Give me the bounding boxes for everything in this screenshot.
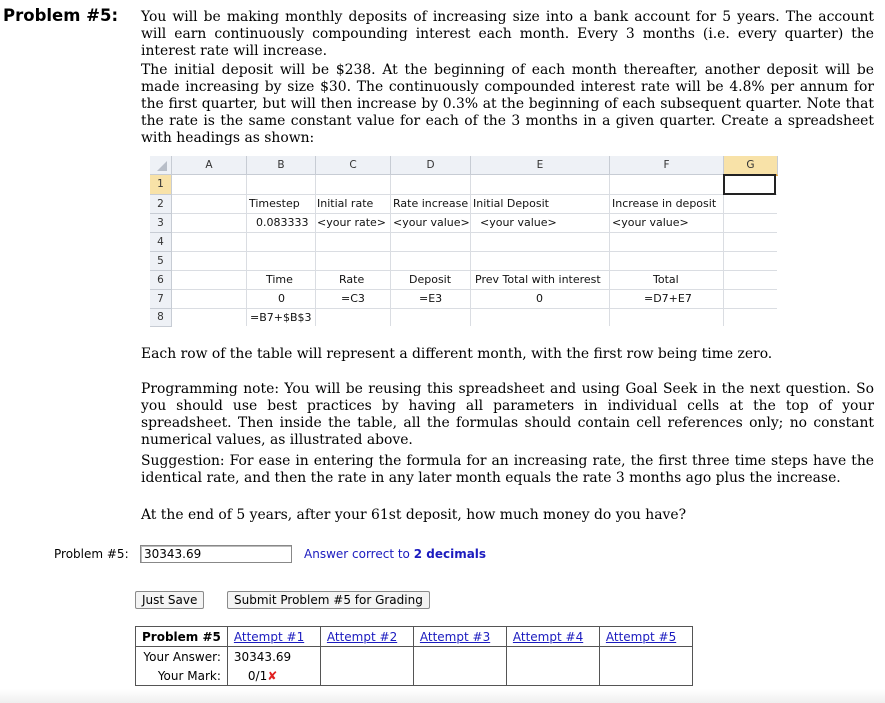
attempts-table bbox=[135, 626, 693, 686]
column-header-d: D bbox=[391, 156, 471, 175]
cell-f2: Increase in deposit bbox=[612, 197, 717, 210]
cell-b7: 0 bbox=[278, 292, 285, 305]
attempt-1-mark bbox=[227, 666, 320, 686]
column-header-a: A bbox=[172, 156, 247, 175]
column-header-c: C bbox=[316, 156, 391, 175]
row-header-3: 3 bbox=[150, 214, 172, 233]
cell-b3: 0.083333 bbox=[256, 216, 309, 229]
row-header-6: 6 bbox=[150, 271, 172, 290]
row-header-1: 1 bbox=[150, 175, 172, 195]
row-header-8: 8 bbox=[150, 309, 172, 327]
sheet-corner bbox=[150, 156, 172, 175]
column-header-e: E bbox=[471, 156, 610, 175]
parameters-paragraph: The initial deposit will be $238. At the beginning of each month thereafter, another deposit will be made increasing by size $30. The continuously compounded interest rate will be 4.8% per annum for the first quarter, but will then increase by 0.3% at the beginning of each subsequent quarter. Note that the rate is the same constant value for each of the 3 months in a given quarter. Create a spreadsheet with headings as shown: bbox=[141, 62, 874, 146]
feedback-text: Answer correct to bbox=[304, 547, 414, 561]
column-header-b: B bbox=[247, 156, 316, 175]
feedback-decimals: 2 decimals bbox=[413, 547, 487, 561]
cell-e7: 0 bbox=[536, 292, 543, 305]
just-save-button[interactable]: Just Save bbox=[135, 591, 204, 609]
incorrect-x-icon: ✘ bbox=[267, 668, 278, 683]
attempt-1-link[interactable] bbox=[227, 627, 320, 647]
answer-feedback bbox=[304, 547, 486, 561]
your-answer-label: Your Answer: bbox=[136, 647, 228, 667]
column-header-g: G bbox=[724, 156, 778, 176]
question-paragraph: At the end of 5 years, after your 61st deposit, how much money do you have? bbox=[141, 507, 687, 523]
cell-e6: Prev Total with interest bbox=[475, 273, 601, 286]
cell-f7: =D7+E7 bbox=[644, 292, 692, 305]
bottom-bar bbox=[0, 689, 885, 703]
cell-e3: <your value> bbox=[480, 216, 557, 229]
column-header-f: F bbox=[610, 156, 724, 175]
attempt-1-mark-value: 0/1 bbox=[247, 668, 268, 683]
answer-label: Problem #5: bbox=[54, 547, 129, 561]
cell-f3: <your value> bbox=[612, 216, 689, 229]
cell-c6: Rate bbox=[339, 273, 365, 286]
row-explanation-paragraph: Each row of the table will represent a different month, with the first row being time zero. bbox=[141, 346, 773, 362]
row-header-5: 5 bbox=[150, 252, 172, 271]
cell-d7: =E3 bbox=[419, 292, 443, 305]
cell-e2: Initial Deposit bbox=[473, 197, 549, 210]
spreadsheet-image bbox=[150, 156, 777, 326]
attempt-1-label[interactable]: Attempt #1 bbox=[233, 629, 305, 644]
attempt-1-answer: 30343.69 bbox=[227, 647, 320, 667]
cell-c2: Initial rate bbox=[317, 197, 374, 210]
attempt-2-label[interactable]: Attempt #2 bbox=[326, 629, 398, 644]
row-header-2: 2 bbox=[150, 195, 172, 214]
cell-b2: Timestep bbox=[249, 197, 300, 210]
attempt-2-link[interactable] bbox=[320, 627, 413, 647]
cell-c3: <your rate> bbox=[317, 216, 387, 229]
row-header-7: 7 bbox=[150, 290, 172, 309]
attempts-header: Problem #5 bbox=[136, 627, 228, 647]
submit-grading-button[interactable]: Submit Problem #5 for Grading bbox=[227, 591, 430, 609]
attempt-3-label[interactable]: Attempt #3 bbox=[419, 629, 491, 644]
cell-d2: Rate increase bbox=[393, 197, 469, 210]
selected-cell-g1 bbox=[723, 174, 776, 195]
answer-input[interactable] bbox=[140, 545, 292, 563]
row-header-4: 4 bbox=[150, 233, 172, 252]
cell-f6: Total bbox=[653, 273, 679, 286]
attempt-5-label[interactable]: Attempt #5 bbox=[605, 629, 677, 644]
cell-d3: <your value> bbox=[393, 216, 470, 229]
suggestion-paragraph: Suggestion: For ease in entering the formula for an increasing rate, the first three time steps have the identical rate, and then the rate in any later month equals the rate 3 months ago plus the increase. bbox=[141, 453, 874, 486]
attempt-3-link[interactable] bbox=[413, 627, 506, 647]
cell-b6: Time bbox=[266, 273, 293, 286]
problem-label: Problem #5: bbox=[3, 6, 119, 25]
attempt-4-label[interactable]: Attempt #4 bbox=[512, 629, 584, 644]
cell-d6: Deposit bbox=[409, 273, 452, 286]
attempt-5-link[interactable] bbox=[599, 627, 692, 647]
cell-b8: =B7+$B$3 bbox=[250, 311, 312, 324]
attempt-4-link[interactable] bbox=[506, 627, 599, 647]
cell-c7: =C3 bbox=[341, 292, 365, 305]
programming-note-paragraph: Programming note: You will be reusing this spreadsheet and using Goal Seek in the next question. So you should use best practices by having all parameters in individual cells at the top of your spreadsheet. Then inside the table, all the formulas should contain cell references only; no constant numerical values, as illustrated above. bbox=[141, 381, 874, 448]
your-mark-label: Your Mark: bbox=[136, 666, 228, 686]
intro-paragraph: You will be making monthly deposits of increasing size into a bank account for 5 years. The account will earn continuously compounding interest each month. Every 3 months (i.e. every quarter) the interest rate will increase. bbox=[141, 9, 874, 59]
select-all-triangle-icon bbox=[150, 156, 171, 174]
